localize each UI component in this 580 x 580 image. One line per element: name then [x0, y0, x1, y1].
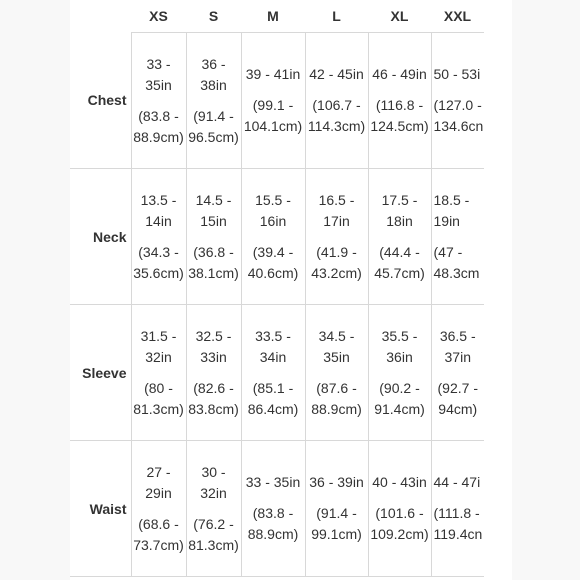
- chest-xl-inches: 46 - 49in: [372, 66, 427, 82]
- waist-xl-cm: (101.6 - 109.2cm): [370, 505, 429, 542]
- waist-xl-cell: [368, 441, 431, 577]
- waist-l-inches: 36 - 39in: [309, 474, 364, 490]
- neck-xl-cm: (44.4 - 45.7cm): [374, 243, 425, 281]
- neck-xxl-cell: [431, 169, 484, 305]
- neck-m-cm: (39.4 - 40.6cm): [247, 243, 299, 281]
- neck-xl-inches: 17.5 - 18in: [381, 191, 418, 229]
- neck-xl-cell: [368, 169, 431, 305]
- chest-l-inches: 42 - 45in: [309, 66, 364, 82]
- sleeve-xl-cell: [368, 305, 431, 441]
- neck-m-inches: 15.5 - 16in: [255, 191, 291, 229]
- size-header-xs: XS: [131, 0, 186, 33]
- waist-l-cm: (91.4 - 99.1cm): [311, 505, 362, 542]
- table-row: [70, 305, 484, 441]
- table-row: [70, 441, 484, 577]
- neck-xxl-cm: (47 - 48.3cm: [433, 243, 480, 281]
- size-table: [70, 0, 484, 577]
- chest-m-cm: (99.1 - 104.1cm): [243, 97, 303, 134]
- sleeve-l-cell: [305, 305, 368, 441]
- neck-s-cell: [186, 169, 241, 305]
- sleeve-l-cm: (87.6 - 88.9cm): [311, 379, 362, 417]
- neck-l-cm: (41.9 - 43.2cm): [311, 243, 362, 281]
- neck-s-inches: 14.5 - 15in: [195, 191, 232, 229]
- neck-s-cm: (36.8 - 38.1cm): [188, 243, 239, 281]
- chest-l-cm: (106.7 - 114.3cm): [307, 97, 366, 134]
- neck-xxl-inches: 18.5 - 19in: [433, 191, 470, 229]
- sleeve-xxl-inches: 36.5 - 37in: [439, 327, 476, 365]
- row-label-waist: Waist: [70, 441, 131, 577]
- chest-xs-cell: [131, 33, 186, 169]
- chest-xxl-cell: [431, 33, 484, 169]
- sleeve-m-cell: [241, 305, 305, 441]
- header-corner: [70, 0, 131, 33]
- table-row: [70, 169, 484, 305]
- size-header-l: L: [305, 0, 368, 33]
- right-margin: [512, 0, 580, 580]
- sleeve-m-cm: (85.1 - 86.4cm): [247, 379, 299, 417]
- chest-xl-cm: (116.8 - 124.5cm): [370, 97, 429, 134]
- sleeve-xs-cm: (80 - 81.3cm): [133, 379, 184, 417]
- waist-s-inches: 30 - 32in: [200, 463, 227, 501]
- chest-m-inches: 39 - 41in: [245, 66, 301, 82]
- neck-m-cell: [241, 169, 305, 305]
- chest-m-cell: [241, 33, 305, 169]
- waist-l-cell: [305, 441, 368, 577]
- neck-l-cell: [305, 169, 368, 305]
- chest-xs-cm: (83.8 - 88.9cm): [133, 107, 184, 145]
- size-header-xxl: XXL: [431, 0, 484, 33]
- chest-s-cm: (91.4 - 96.5cm): [188, 107, 239, 145]
- waist-s-cm: (76.2 - 81.3cm): [188, 515, 239, 553]
- table-row: [70, 33, 484, 169]
- row-label-sleeve: Sleeve: [70, 305, 131, 441]
- neck-l-inches: 16.5 - 17in: [318, 191, 355, 229]
- chest-xs-inches: 33 - 35in: [145, 55, 172, 93]
- sleeve-s-cm: (82.6 - 83.8cm): [188, 379, 239, 417]
- size-header-m: M: [241, 0, 305, 33]
- waist-m-cm: (83.8 - 88.9cm): [247, 505, 299, 542]
- sleeve-xxl-cell: [431, 305, 484, 441]
- sleeve-xl-cm: (90.2 - 91.4cm): [374, 379, 425, 417]
- neck-xs-cell: [131, 169, 186, 305]
- sleeve-l-inches: 34.5 - 35in: [318, 327, 355, 365]
- row-label-chest: Chest: [70, 33, 131, 169]
- sleeve-s-inches: 32.5 - 33in: [195, 327, 232, 365]
- sleeve-xs-cell: [131, 305, 186, 441]
- waist-xl-inches: 40 - 43in: [372, 474, 427, 490]
- size-chart: [70, 0, 512, 580]
- left-margin: [0, 0, 70, 580]
- waist-xs-cm: (68.6 - 73.7cm): [133, 515, 184, 553]
- size-header-s: S: [186, 0, 241, 33]
- sleeve-xs-inches: 31.5 - 32in: [140, 327, 177, 365]
- chest-xxl-inches: 50 - 53i: [433, 66, 481, 82]
- waist-xxl-cell: [431, 441, 484, 577]
- waist-s-cell: [186, 441, 241, 577]
- waist-xs-cell: [131, 441, 186, 577]
- waist-xs-inches: 27 - 29in: [145, 463, 172, 501]
- chest-xl-cell: [368, 33, 431, 169]
- waist-m-inches: 33 - 35in: [245, 474, 301, 490]
- row-label-neck: Neck: [70, 169, 131, 305]
- neck-xs-inches: 13.5 - 14in: [140, 191, 177, 229]
- size-header-xl: XL: [368, 0, 431, 33]
- chest-xxl-cm: (127.0 - 134.6cn: [433, 97, 484, 134]
- waist-xxl-cm: (111.8 - 119.4cn: [433, 505, 483, 542]
- sleeve-xxl-cm: (92.7 - 94cm): [437, 379, 478, 417]
- size-header-row: [70, 0, 484, 33]
- chest-l-cell: [305, 33, 368, 169]
- chest-s-cell: [186, 33, 241, 169]
- chest-s-inches: 36 - 38in: [200, 55, 227, 93]
- neck-xs-cm: (34.3 - 35.6cm): [133, 243, 184, 281]
- waist-m-cell: [241, 441, 305, 577]
- sleeve-xl-inches: 35.5 - 36in: [381, 327, 418, 365]
- sleeve-m-inches: 33.5 - 34in: [255, 327, 291, 365]
- sleeve-s-cell: [186, 305, 241, 441]
- waist-xxl-inches: 44 - 47i: [433, 474, 481, 490]
